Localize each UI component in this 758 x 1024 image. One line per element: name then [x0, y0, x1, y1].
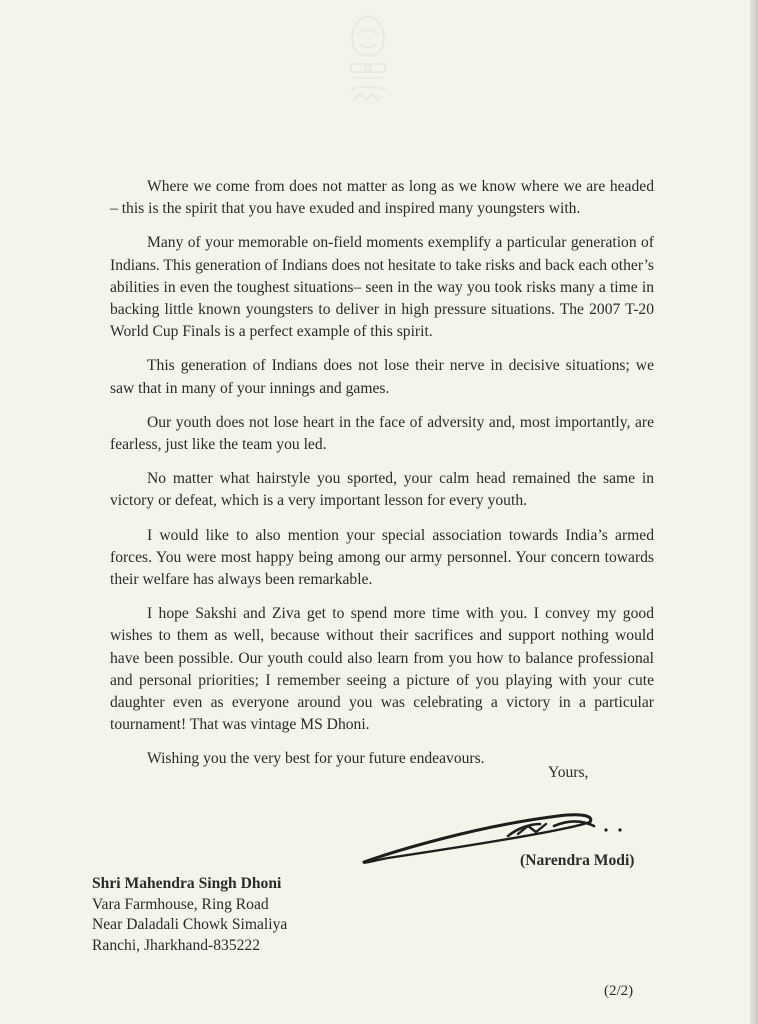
paragraph-family: I hope Sakshi and Ziva get to spend more time with you. I convey my good wishes to them as well, because without their sacrifices and support nothing would have been possible. Our youth could also learn from you how to balance professional and personal priorities; I remember seeing a picture of you playing with your cute daughter even as everyone around you was celebrating a victory in a particular tournament! That was vintage MS Dhoni.: [110, 605, 654, 734]
paragraph-wishes: Wishing you the very best for your future endeavours.: [147, 750, 485, 768]
recipient-address: [92, 874, 287, 956]
paragraph-calm-head: No matter what hairstyle you sported, your calm head remained the same in victory or defeat, which is a very important lesson for every youth.: [110, 470, 654, 510]
state-emblem-embossed-icon: [340, 6, 396, 114]
letter-body: [110, 176, 654, 783]
page-edge: [750, 0, 758, 1024]
address-line: Near Daladali Chowk Simaliya: [92, 916, 288, 933]
page-number: (2/2): [604, 983, 634, 999]
address-line: Vara Farmhouse, Ring Road: [92, 895, 269, 913]
paragraph-nerve: This generation of Indians does not lose their nerve in decisive situations; we saw that in many of your innings and games.: [110, 357, 654, 397]
paragraph-generation: Many of your memorable on-field moments exemplify a particular generation of Indians. This generation of Indians does not hesitate to take risks and back each other’s abilities in even the toughest situations– seen in the way you took risks many a time in backing little known youngsters to deliver in high pressure situations. The 2007 T-20 World Cup Finals is a perfect example of this spirit.: [110, 234, 654, 341]
paragraph-origin: Where we come from does not matter as long as we know where we are headed – this is the spirit that you have exuded and inspired many youngsters with.: [110, 178, 654, 218]
signer-name: (Narendra Modi): [520, 852, 635, 869]
recipient-name: Shri Mahendra Singh Dhoni: [92, 875, 282, 892]
paragraph-armed-forces: I would like to also mention your special association towards India’s armed forces. You were most happy being among our army personnel. Your concern towards their welfare has always been remarkable.: [110, 526, 654, 589]
closing-salutation: Yours,: [548, 764, 589, 781]
address-line: Ranchi, Jharkhand-835222: [92, 936, 261, 954]
paragraph-fearless: Our youth does not lose heart in the face of adversity and, most importantly, are fearless, just like the team you led.: [110, 413, 654, 454]
